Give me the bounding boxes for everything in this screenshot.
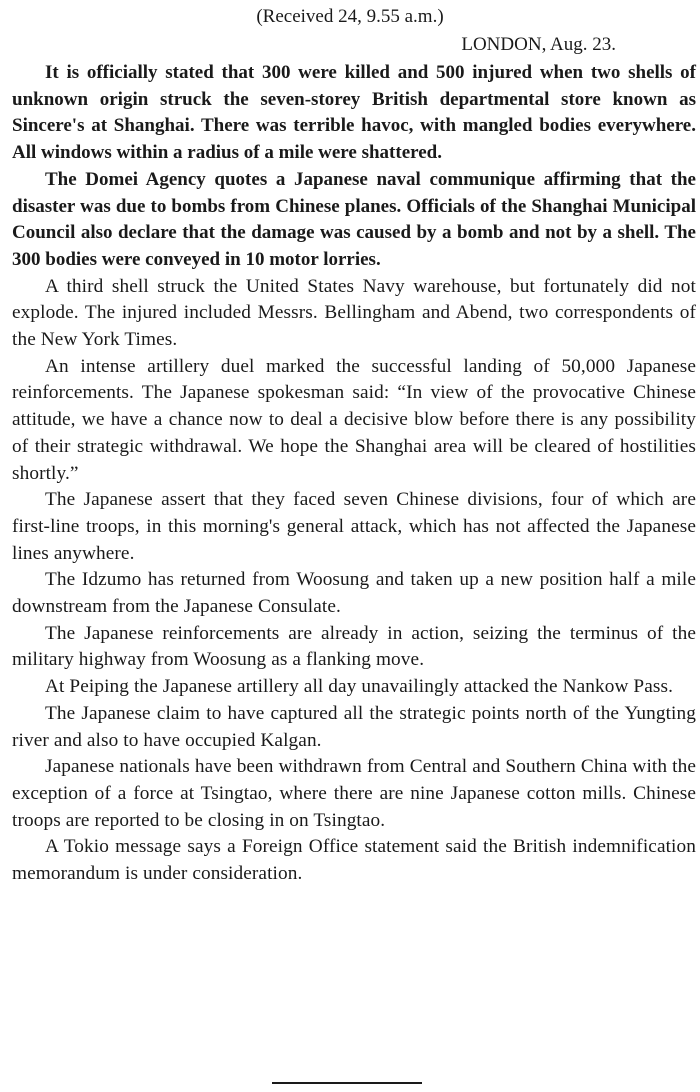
paragraph-2: The Domei Agency quotes a Japanese naval communique affirming that the disaster was due to bombs from Chinese planes. Officials of the Shanghai Municipal Council also declare that the damage was caused by a bomb and not by a shell. The 300 bodies were conveyed in 10 motor lorries. xyxy=(12,168,696,270)
dateline: LONDON, Aug. 23. xyxy=(461,34,616,55)
paragraph-8: At Peiping the Japanese artillery all day unavailingly attacked the Nankow Pass. xyxy=(45,676,674,698)
paragraph-5: The Japanese assert that they faced seven Chinese divisions, four of which are first-line troops, in this morning's general attack, which has not affected the Japanese lines anywhere. xyxy=(12,489,696,564)
paragraph-1: It is officially stated that 300 were killed and 500 injured when two shells of unknown origin struck the seven-storey British departmental store known as Sincere's at Shanghai. There was terrible havoc, with mangled bodies everywhere. All windows within a radius of a mile were shattered. xyxy=(12,62,696,164)
paragraph-4: An intense artillery duel marked the successful landing of 50,000 Japanese reinforcements. The Japanese spokesman said: “In view of the provocative Chinese attitude, we have a chance now to deal a decisive blow before there is any possibility of their strategic withdrawal. We hope the Shanghai area will be cleared of hostilities shortly.” xyxy=(12,355,696,484)
received-timestamp: (Received 24, 9.55 a.m.) xyxy=(256,6,444,27)
paragraph-7: The Japanese reinforcements are already in action, seizing the terminus of the military highway from Woosung as a flanking move. xyxy=(12,622,696,671)
paragraph-3: A third shell struck the United States Navy warehouse, but fortunately did not explode. The injured included Messrs. Bellingham and Abend, two correspondents of the New York Times. xyxy=(12,275,696,351)
paragraph-6: The Idzumo has returned from Woosung and taken up a new position half a mile downstream from the Japanese Consulate. xyxy=(12,569,696,618)
article-body xyxy=(12,60,696,888)
end-rule-divider xyxy=(272,1082,422,1084)
paragraph-11: A Tokio message says a Foreign Office statement said the British indemnification memorandum is under consideration. xyxy=(12,836,696,885)
paragraph-9: The Japanese claim to have captured all the strategic points north of the Yungting river and also to have occupied Kalgan. xyxy=(12,702,696,751)
paragraph-10: Japanese nationals have been withdrawn from Central and Southern China with the exception of a force at Tsingtao, where there are nine Japanese cotton mills. Chinese troops are reported to be closing in on Tsingtao. xyxy=(12,756,696,831)
